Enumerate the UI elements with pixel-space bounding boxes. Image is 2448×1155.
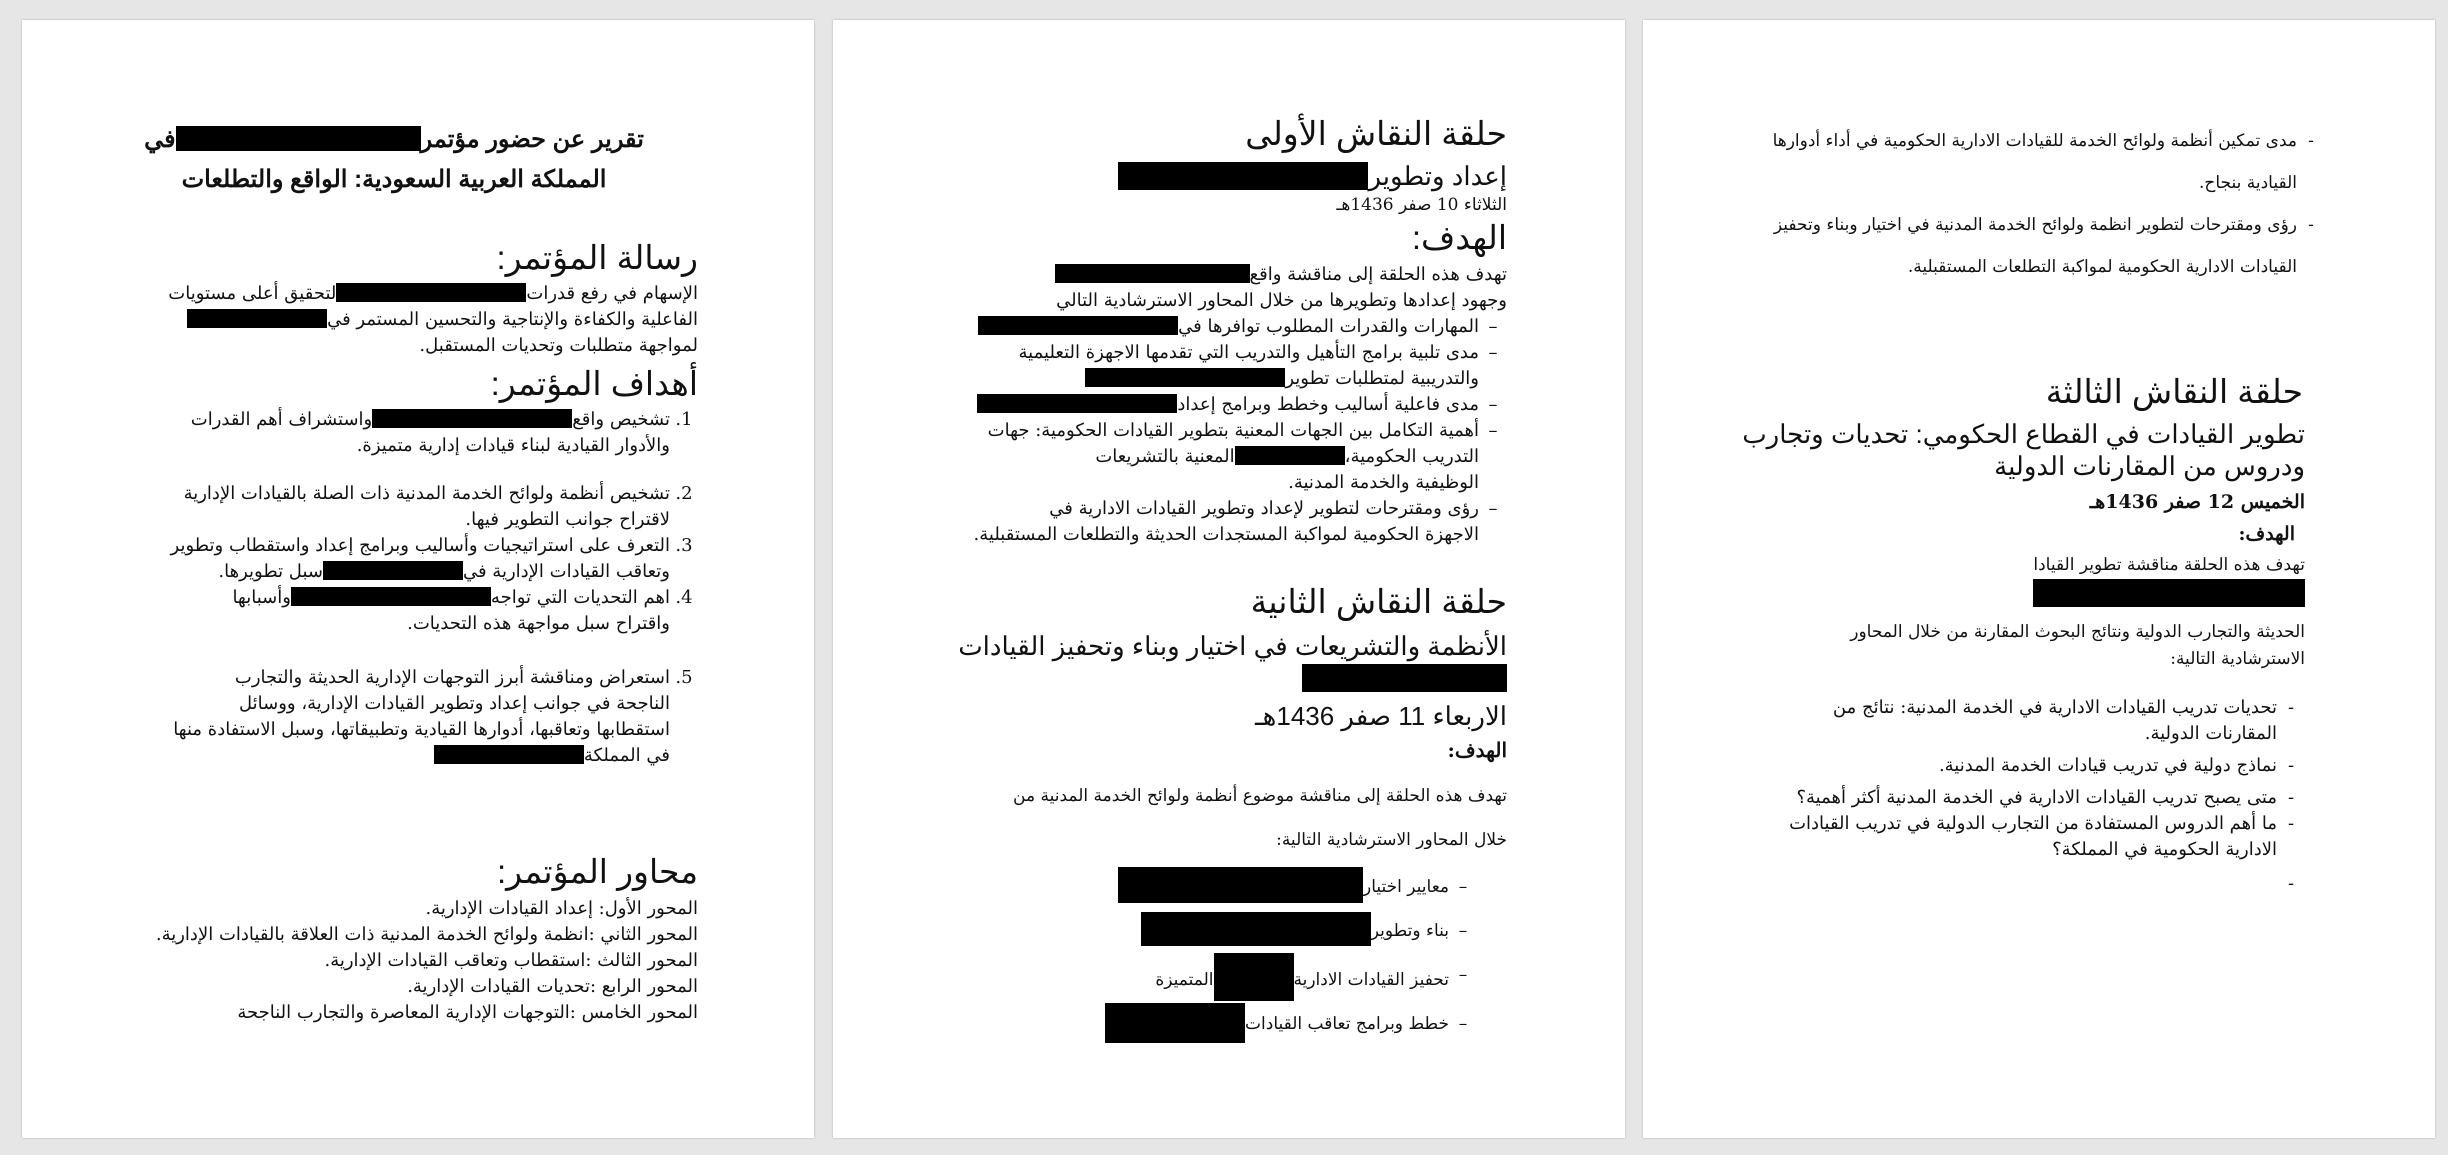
list-item: - ما أهم الدروس المستفادة من التجارب الدولية في تدريب القيادات الادارية الحكومية في المملكة؟	[1789, 813, 2295, 860]
redaction-block	[1085, 368, 1285, 387]
session3-date: الخميس 12 صفر 1436هـ	[2089, 491, 2305, 513]
redaction-block	[1105, 1003, 1245, 1043]
axis-item: المحور الخامس :التوجهات الإدارية المعاصرة والتجارب الناجحة	[237, 1002, 698, 1023]
session3-list	[1705, 695, 2305, 897]
list-item: – مدى فاعلية أساليب وخطط وبرامج إعداد	[907, 392, 1507, 418]
redaction-block	[176, 126, 421, 151]
session2-list	[917, 865, 1477, 1046]
session3-goal-text: تهدف هذه الحلقة مناقشة تطوير القيادا الحديثة والتجارب الدولية ونتائج البحوث المقارنة من خلال المحاور الاسترشادية التالية:	[1850, 555, 2305, 669]
report-title-line1: تقرير عن حضور مؤتمرفي	[144, 126, 644, 153]
session2-goal-text: تهدف هذه الحلقة إلى مناقشة موضوع أنظمة ولوائح الخدمة المدنية من خلال المحاور الاسترشادية التالية:	[1013, 786, 1507, 850]
goal-item-1: 1. تشخيص واقعواستشراف أهم القدرات والأدوار القيادية لبناء قيادات إدارية متميزة.	[190, 409, 693, 456]
session2-date: الاربعاء 11 صفر 1436هـ	[1255, 701, 1507, 731]
report-title	[114, 120, 674, 200]
goal-item-5: 5. استعراض ومناقشة أبرز التوجهات الإدارية الحديثة والتجارب الناجحة في جوانب إعداد وتطوير القيادات الإدارية، ووسائل استقطابها وتعاقبها، أدوارها القيادية وتطبيقاتها، وسبل الاستفادة منها في المملكة	[173, 667, 693, 766]
document-page-3	[1643, 20, 2435, 1138]
report-title-line2: المملكة العربية السعودية: الواقع والتطلعات	[181, 166, 607, 193]
session1-goal-text: تهدف هذه الحلقة إلى مناقشة واقع وجهود إعدادها وتطويرها من خلال المحاور الاسترشادية التالي	[1056, 264, 1507, 311]
redaction-block	[1118, 162, 1368, 189]
list-item: – رؤى ومقترحات لتطوير لإعداد وتطوير القيادات الادارية في الاجهزة الحكومية لمواكبة المستجدات الحديثة والتطلعات المستقبلية.	[973, 498, 1498, 545]
mission-text: الإسهام في رفع قدراتلتحقيق أعلى مستويات الفاعلية والكفاءة والإنتاجية والتحسين المستمر في لمواجهة متطلبات وتحديات المستقبل.	[168, 283, 698, 356]
axis-item: المحور الأول: إعداد القيادات الإدارية.	[425, 898, 698, 919]
session1-heading: حلقة النقاش الأولى	[1245, 115, 1507, 152]
redaction-block	[323, 561, 463, 580]
axes-heading: محاور المؤتمر:	[496, 853, 698, 890]
list-item: – مدى تلبية برامج التأهيل والتدريب التي تقدمها الاجهزة التعليمية والتدريبية لمتطلبات تطوير	[1018, 342, 1498, 389]
redaction-block	[434, 745, 584, 764]
list-item: – بناء وتطوير	[917, 909, 1477, 953]
axes-list	[98, 896, 698, 1026]
mission-heading: رسالة المؤتمر:	[496, 239, 698, 276]
session2-heading: حلقة النقاش الثانية	[1250, 583, 1507, 620]
goal-item-3: 3. التعرف على استراتيجيات وأساليب وبرامج إعداد واستقطاب وتطوير وتعاقب القيادات الإدارية فيسبل تطويرها.	[170, 535, 693, 582]
redaction-block	[978, 316, 1178, 335]
goal-item-4: 4. اهم التحديات التي تواجهوأسبابها واقتراح سبل مواجهة هذه التحديات.	[232, 587, 693, 634]
redaction-block	[1235, 446, 1345, 465]
axis-item: المحور الثالث :استقطاب وتعاقب القيادات الإدارية.	[324, 950, 698, 971]
goal-item-2: 2. تشخيص أنظمة ولوائح الخدمة المدنية ذات الصلة بالقيادات الإدارية لاقتراح جوانب التطوير فيها.	[183, 483, 693, 530]
list-item: – أهمية التكامل بين الجهات المعنية بتطوير القيادات الحكومية: جهات التدريب الحكومية،المعنية بالتشريعات الوظيفية والخدمة المدنية.	[987, 420, 1498, 493]
session2-title: الأنظمة والتشريعات في اختيار وبناء وتحفيز القيادات	[907, 630, 1507, 694]
redaction-block	[336, 283, 526, 302]
list-item: - نماذج دولية في تدريب قيادات الخدمة المدنية.	[1938, 755, 2295, 776]
session3-title: تطوير القيادات في القطاع الحكومي: تحديات وتجارب ودروس من المقارنات الدولية	[1742, 419, 2305, 481]
redaction-block	[187, 309, 327, 328]
session1-list	[907, 314, 1507, 548]
goals-list	[138, 407, 698, 769]
session1-goal-heading: الهدف:	[1411, 219, 1507, 256]
list-item: – خطط وبرامج تعاقب القيادات	[917, 1002, 1477, 1046]
redaction-block	[1141, 912, 1371, 946]
goals-heading: أهداف المؤتمر:	[490, 365, 698, 402]
session3-goal-heading: الهدف:	[2238, 523, 2295, 545]
redaction-block	[977, 394, 1177, 413]
redaction-block	[1118, 867, 1363, 903]
redaction-block	[1302, 664, 1507, 692]
session1-title: إعداد وتطوير	[907, 160, 1507, 192]
document-page-1	[22, 20, 814, 1138]
redaction-block	[372, 409, 572, 428]
list-item: – تحفيز القيادات الاداريةالمتميزة	[917, 953, 1477, 1002]
list-item: - رؤى ومقترحات لتطوير انظمة ولوائح الخدمة المدنية في اختيار وبناء وتحفيز القيادات الادارية الحكومية لمواكبة التطلعات المستقبلية.	[1773, 215, 2314, 277]
document-page-2	[833, 20, 1625, 1138]
redaction-block	[1214, 953, 1294, 1001]
redaction-block	[2033, 579, 2305, 607]
session2-goal-heading: الهدف:	[1447, 738, 1507, 762]
axis-item: المحور الرابع :تحديات القيادات الإدارية.	[407, 976, 698, 997]
list-item: – معايير اختيار	[917, 865, 1477, 909]
session1-date: الثلاثاء 10 صفر 1436هـ	[1336, 195, 1507, 215]
list-item: -	[2287, 873, 2295, 894]
redaction-block	[291, 587, 491, 606]
redaction-block	[1055, 264, 1250, 283]
session3-heading: حلقة النقاش الثالثة	[2045, 373, 2303, 410]
list-item: - تحديات تدريب القيادات الادارية في الخدمة المدنية: نتائج من المقارنات الدولية.	[1832, 697, 2295, 744]
list-item: – المهارات والقدرات المطلوب توافرها في	[907, 314, 1507, 340]
list-item: - متى يصبح تدريب القيادات الادارية في الخدمة المدنية أكثر أهمية؟	[1796, 787, 2295, 808]
axis-item: المحور الثاني :انظمة ولوائح الخدمة المدنية ذات العلاقة بالقيادات الإدارية.	[155, 924, 698, 945]
top-list	[1725, 120, 2325, 288]
list-item: - مدى تمكين أنظمة ولوائح الخدمة للقيادات الادارية الحكومية في أداء أدوارها القيادية بنجاح.	[1772, 131, 2314, 193]
